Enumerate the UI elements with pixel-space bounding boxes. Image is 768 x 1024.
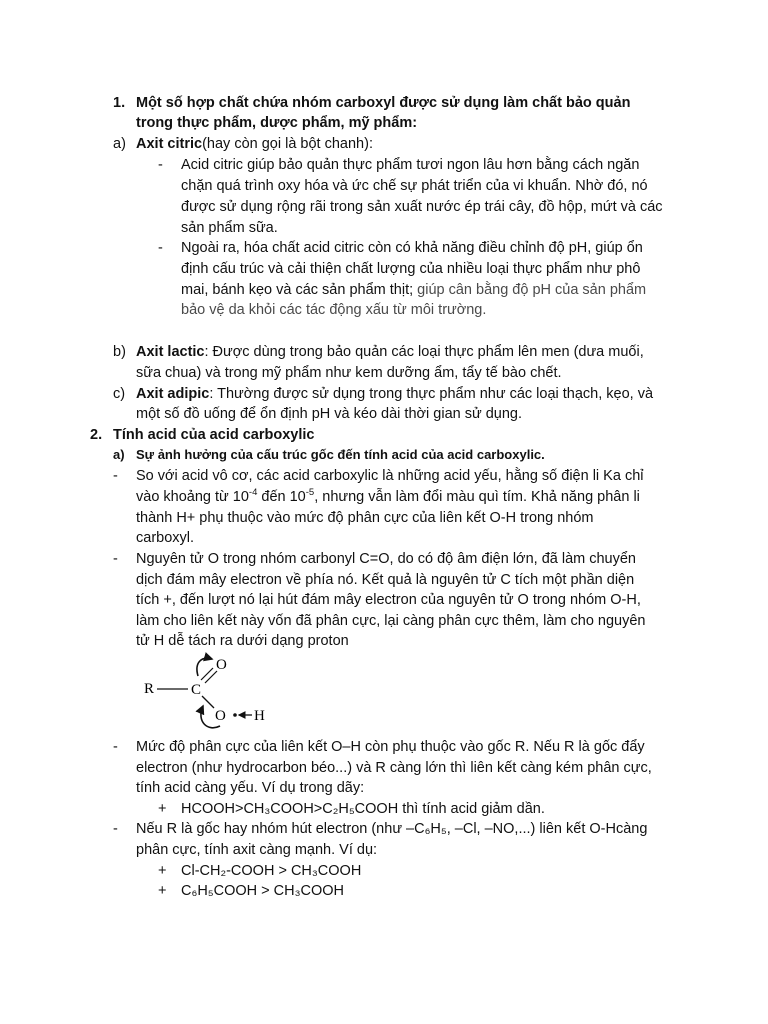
carbonyl-oxygen-label: O [216,657,227,673]
item-b-name: Axit lactic [136,344,205,360]
c-o-double-bond-1 [201,668,213,680]
citric-bullet-2-gray-text: giúp cân bằng độ pH của sản phẩm [417,282,647,298]
superscript: -5 [305,487,315,499]
r-group-para: Mức độ phân cực của liên kết O–H còn phụ thuộc vào gốc R. Nếu R là gốc đẩy [136,739,645,755]
citric-bullet-2-cont: bảo vệ da khỏi các tác động xấu từ môi trường. [181,302,487,318]
example-1: Cl-CH₂-COOH > CH₃COOH [181,863,362,879]
bullet-marker: - [113,468,118,484]
superscript: -4 [248,487,258,499]
acid-strength-para-cont [136,487,640,507]
acid-strength-para: So với acid vô cơ, các acid carboxylic là những acid yếu, hằng số điện li Ka chỉ [136,468,644,484]
item-c-desc: : Thường được sử dụng trong thực phẩm như các loại thạch, kẹo, và [209,386,654,402]
carboxyl-structure-diagram [140,650,280,730]
citric-bullet-2-text: mai, bánh kẹo và các sản phẩm thịt; [181,282,418,298]
carbonyl-para-cont: tử H dễ tách ra dưới dạng proton [136,633,349,649]
r-group-label: R [144,681,155,697]
citric-bullet-2: Ngoài ra, hóa chất acid citric còn có khả năng điều chỉnh độ pH, giúp ổn [181,240,643,256]
withdrawing-group-para: Nếu R là gốc hay nhóm hút electron (như –C₆H₅, –Cl, –NO,...) liên kết O-Hcàng [136,821,648,837]
bullet-marker: - [113,739,118,755]
item-c-name: Axit adipic [136,386,210,402]
section-1-title: Một số hợp chất chứa nhóm carboxyl được sử dụng làm chất bảo quản [136,95,631,111]
r-group-para-cont: electron (như hydrocarbon béo...) và R càng lớn thì liên kết càng kém phân cực, [136,760,652,776]
carbonyl-para-cont: làm cho liên kết này vốn đã phân cực, lại càng phân cực thêm, làm cho nguyên [136,613,646,629]
bullet-marker: - [113,821,118,837]
electron-shift-arrow-top [197,658,212,676]
item-a-name: Axit citric [136,136,203,152]
citric-bullet-1-cont: được sử dụng rộng rãi trong sản xuất nước ép trái cây, đồ hộp, mứt và các [181,199,663,215]
bullet-marker: - [158,157,163,173]
section-2-title: Tính acid của acid carboxylic [113,427,315,443]
withdrawing-group-para-cont: phân cực, tính axit càng mạnh. Ví dụ: [136,842,378,858]
item-a-note: (hay còn gọi là bột chanh): [202,136,373,152]
r-group-para-cont: tính acid càng yếu. Ví dụ trong dãy: [136,780,365,796]
text-run: , nhưng vẫn làm đổi màu quì tím. Khả năng phân li [314,489,640,505]
item-b-marker: b) [113,344,126,360]
hydrogen-label: H [254,708,265,724]
acid-strength-para-cont: thành H+ phụ thuộc vào mức độ phân cực của liên kết O-H trong nhóm [136,510,594,526]
item-b-desc: : Được dùng trong bảo quản các loại thực phẩm lên men (dưa muối, [204,344,644,360]
item-b-text-cont: sữa chua) và trong mỹ phẩm như kem dưỡng ẩm, tẩy tế bào chết. [136,365,562,381]
carbon-label: C [191,682,202,698]
item-a-marker: a) [113,136,126,152]
bullet-marker: - [113,551,118,567]
acid-strength-para-cont: carboxyl. [136,530,195,546]
example-series: HCOOH>CH₃COOH>C₂H₅COOH thì tính acid giảm dần. [181,801,545,817]
item-c-text-cont: một số đồ uống để ổn định pH và kéo dài thời gian sử dụng. [136,406,522,422]
section-1-title-cont: trong thực phẩm, dược phẩm, mỹ phẩm: [136,115,418,131]
plus-marker: + [158,883,167,899]
citric-bullet-1-cont: chặn quá trình oxy hóa và ức chế sự phát triển của vi khuẩn. Nhờ đó, nó [181,178,648,194]
plus-marker: + [158,863,167,879]
citric-bullet-2-cont: định cấu trúc và cải thiện chất lượng của nhiều loại thực phẩm như phô [181,261,641,277]
subsection-a-title: Sự ảnh hưởng của cấu trúc gốc đến tính acid của acid carboxylic. [136,447,545,462]
text-run: đến 10 [257,489,306,505]
example-2: C₆H₅COOH > CH₃COOH [181,883,345,899]
item-c-marker: c) [113,386,126,402]
subsection-a-marker: a) [113,447,125,462]
citric-bullet-1: Acid citric giúp bảo quản thực phẩm tươi ngon lâu hơn bằng cách ngăn [181,157,640,173]
item-a-heading [136,134,373,154]
item-b-text [136,342,644,362]
c-o-single-bond [202,696,214,708]
section-1-number: 1. [113,95,126,111]
item-c-text [136,384,653,404]
plus-marker: + [158,801,167,817]
carbonyl-para: Nguyên tử O trong nhóm carbonyl C=O, do có độ âm điện lớn, đã làm chuyển [136,551,636,567]
citric-bullet-2-cont [181,280,646,300]
text-run: vào khoảng từ 10 [136,489,249,505]
carbonyl-para-cont: dịch đám mây electron về phía nó. Kết quả là nguyên tử C tích một phần diện [136,572,635,588]
carbonyl-para-cont: tích +, đến lượt nó lại hút đám mây electron của nguyên tử O trong nhóm O-H, [136,592,641,608]
hydroxyl-oxygen-label: O [215,708,226,724]
citric-bullet-1-cont: sản phẩm sữa. [181,220,278,236]
lone-pair-dot [233,713,237,717]
bullet-marker: - [158,240,163,256]
section-2-number: 2. [90,427,103,443]
